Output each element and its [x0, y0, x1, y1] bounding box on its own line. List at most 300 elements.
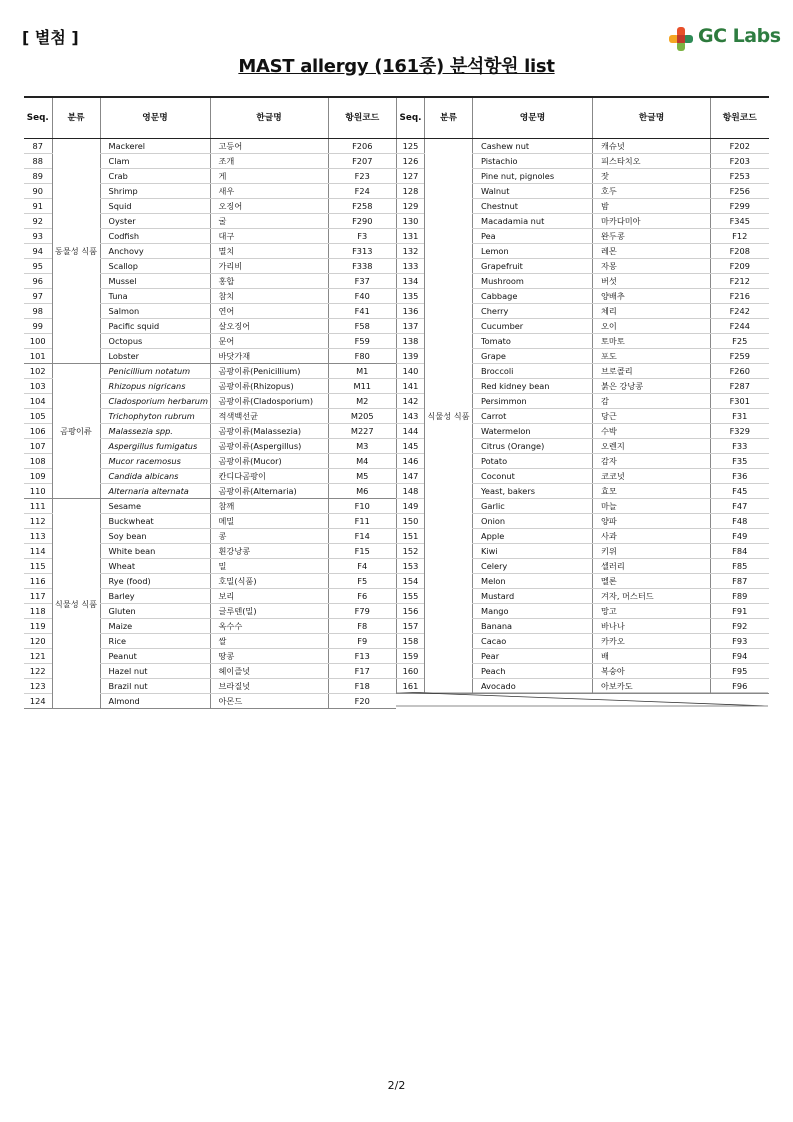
- seq-cell: 155: [397, 589, 425, 604]
- korean-name-cell: 흰강낭콩: [210, 544, 328, 559]
- english-name-cell: Coconut: [473, 469, 593, 484]
- korean-name-cell: 사과: [593, 529, 711, 544]
- col-header-english: 영문명: [100, 97, 210, 139]
- allergen-code-cell: F25: [711, 334, 769, 349]
- english-name-cell: Salmon: [100, 304, 210, 319]
- allergen-code-cell: F242: [711, 304, 769, 319]
- allergen-code-cell: F80: [328, 349, 396, 364]
- table-row: [24, 499, 396, 514]
- english-name-cell: Yeast, bakers: [473, 484, 593, 499]
- english-name-cell: Barley: [100, 589, 210, 604]
- english-name-cell: Gluten: [100, 604, 210, 619]
- english-name-cell: Apple: [473, 529, 593, 544]
- seq-cell: 116: [24, 574, 52, 589]
- korean-name-cell: 밀: [210, 559, 328, 574]
- korean-name-cell: 곰팡이류(Rhizopus): [210, 379, 328, 394]
- table-row: [397, 139, 769, 154]
- english-name-cell: Macadamia nut: [473, 214, 593, 229]
- allergen-code-cell: F41: [328, 304, 396, 319]
- seq-cell: 133: [397, 259, 425, 274]
- seq-cell: 141: [397, 379, 425, 394]
- english-name-cell: Squid: [100, 199, 210, 214]
- english-name-cell: Pacific squid: [100, 319, 210, 334]
- allergen-code-cell: F87: [711, 574, 769, 589]
- english-name-cell: Walnut: [473, 184, 593, 199]
- korean-name-cell: 레몬: [593, 244, 711, 259]
- korean-name-cell: 칸디다곰팡이: [210, 469, 328, 484]
- col-header-code: 항원코드: [328, 97, 396, 139]
- seq-cell: 142: [397, 394, 425, 409]
- english-name-cell: Scallop: [100, 259, 210, 274]
- allergen-code-cell: F93: [711, 634, 769, 649]
- allergen-code-cell: M5: [328, 469, 396, 484]
- seq-cell: 119: [24, 619, 52, 634]
- allergen-code-cell: F84: [711, 544, 769, 559]
- english-name-cell: Mango: [473, 604, 593, 619]
- seq-cell: 92: [24, 214, 52, 229]
- korean-name-cell: 가리비: [210, 259, 328, 274]
- allergen-code-cell: F95: [711, 664, 769, 679]
- english-name-cell: Candida albicans: [100, 469, 210, 484]
- seq-cell: 114: [24, 544, 52, 559]
- english-name-cell: Codfish: [100, 229, 210, 244]
- korean-name-cell: 효모: [593, 484, 711, 499]
- english-name-cell: Broccoli: [473, 364, 593, 379]
- english-name-cell: Cladosporium herbarum: [100, 394, 210, 409]
- allergen-code-cell: F18: [328, 679, 396, 694]
- allergen-table-right: [396, 96, 769, 694]
- allergen-code-cell: F17: [328, 664, 396, 679]
- english-name-cell: Pine nut, pignoles: [473, 169, 593, 184]
- korean-name-cell: 피스타치오: [593, 154, 711, 169]
- allergen-code-cell: F260: [711, 364, 769, 379]
- korean-name-cell: 붉은 강낭콩: [593, 379, 711, 394]
- english-name-cell: Watermelon: [473, 424, 593, 439]
- allergen-code-cell: M3: [328, 439, 396, 454]
- page-number: 2/2: [387, 1079, 406, 1092]
- korean-name-cell: 굴: [210, 214, 328, 229]
- col-header-english: 영문명: [473, 97, 593, 139]
- allergen-code-cell: M4: [328, 454, 396, 469]
- seq-cell: 99: [24, 319, 52, 334]
- allergen-code-cell: F345: [711, 214, 769, 229]
- seq-cell: 121: [24, 649, 52, 664]
- seq-cell: 152: [397, 544, 425, 559]
- korean-name-cell: 멜론: [593, 574, 711, 589]
- english-name-cell: Cacao: [473, 634, 593, 649]
- english-name-cell: Onion: [473, 514, 593, 529]
- allergen-code-cell: F11: [328, 514, 396, 529]
- english-name-cell: Kiwi: [473, 544, 593, 559]
- seq-cell: 128: [397, 184, 425, 199]
- korean-name-cell: 참치: [210, 289, 328, 304]
- english-name-cell: Carrot: [473, 409, 593, 424]
- allergen-code-cell: F12: [711, 229, 769, 244]
- korean-name-cell: 호밀(식품): [210, 574, 328, 589]
- korean-name-cell: 밤: [593, 199, 711, 214]
- english-name-cell: Anchovy: [100, 244, 210, 259]
- english-name-cell: Avocado: [473, 679, 593, 694]
- korean-name-cell: 감자: [593, 454, 711, 469]
- english-name-cell: Celery: [473, 559, 593, 574]
- allergen-code-cell: F85: [711, 559, 769, 574]
- allergen-code-cell: F58: [328, 319, 396, 334]
- english-name-cell: Banana: [473, 619, 593, 634]
- allergen-code-cell: F14: [328, 529, 396, 544]
- allergen-code-cell: F287: [711, 379, 769, 394]
- seq-cell: 117: [24, 589, 52, 604]
- korean-name-cell: 카카오: [593, 634, 711, 649]
- seq-cell: 153: [397, 559, 425, 574]
- col-header-category: 분류: [425, 97, 473, 139]
- korean-name-cell: 홍합: [210, 274, 328, 289]
- korean-name-cell: 토마토: [593, 334, 711, 349]
- seq-cell: 115: [24, 559, 52, 574]
- allergen-code-cell: F13: [328, 649, 396, 664]
- english-name-cell: Grapefruit: [473, 259, 593, 274]
- korean-name-cell: 고등어: [210, 139, 328, 154]
- seq-cell: 138: [397, 334, 425, 349]
- seq-cell: 135: [397, 289, 425, 304]
- korean-name-cell: 곰팡이류(Cladosporium): [210, 394, 328, 409]
- korean-name-cell: 바닷가재: [210, 349, 328, 364]
- allergen-code-cell: F96: [711, 679, 769, 694]
- korean-name-cell: 수박: [593, 424, 711, 439]
- seq-cell: 91: [24, 199, 52, 214]
- seq-cell: 113: [24, 529, 52, 544]
- seq-cell: 90: [24, 184, 52, 199]
- korean-name-cell: 곰팡이류(Malassezia): [210, 424, 328, 439]
- seq-cell: 149: [397, 499, 425, 514]
- allergen-code-cell: F45: [711, 484, 769, 499]
- english-name-cell: Trichophyton rubrum: [100, 409, 210, 424]
- korean-name-cell: 조개: [210, 154, 328, 169]
- allergen-code-cell: F209: [711, 259, 769, 274]
- korean-name-cell: 옥수수: [210, 619, 328, 634]
- allergen-code-cell: F40: [328, 289, 396, 304]
- english-name-cell: Oyster: [100, 214, 210, 229]
- english-name-cell: Tomato: [473, 334, 593, 349]
- seq-cell: 150: [397, 514, 425, 529]
- allergen-code-cell: F23: [328, 169, 396, 184]
- korean-name-cell: 코코넛: [593, 469, 711, 484]
- korean-name-cell: 멸치: [210, 244, 328, 259]
- english-name-cell: Chestnut: [473, 199, 593, 214]
- english-name-cell: Grape: [473, 349, 593, 364]
- allergen-code-cell: F89: [711, 589, 769, 604]
- seq-cell: 156: [397, 604, 425, 619]
- seq-cell: 157: [397, 619, 425, 634]
- seq-cell: 97: [24, 289, 52, 304]
- col-header-seq: Seq.: [24, 97, 52, 139]
- korean-name-cell: 문어: [210, 334, 328, 349]
- allergen-code-cell: F35: [711, 454, 769, 469]
- allergen-code-cell: F253: [711, 169, 769, 184]
- korean-name-cell: 양파: [593, 514, 711, 529]
- allergen-code-cell: F259: [711, 349, 769, 364]
- seq-cell: 130: [397, 214, 425, 229]
- korean-name-cell: 쌀: [210, 634, 328, 649]
- seq-cell: 154: [397, 574, 425, 589]
- english-name-cell: Crab: [100, 169, 210, 184]
- category-cell: 식물성 식품: [52, 499, 100, 709]
- korean-name-cell: 체리: [593, 304, 711, 319]
- english-name-cell: Mussel: [100, 274, 210, 289]
- allergen-code-cell: F203: [711, 154, 769, 169]
- allergen-code-cell: M11: [328, 379, 396, 394]
- korean-name-cell: 헤이즐넛: [210, 664, 328, 679]
- seq-cell: 131: [397, 229, 425, 244]
- seq-cell: 147: [397, 469, 425, 484]
- empty-cell-diagonal: [396, 692, 768, 710]
- korean-name-cell: 마카다미아: [593, 214, 711, 229]
- seq-cell: 159: [397, 649, 425, 664]
- seq-cell: 95: [24, 259, 52, 274]
- english-name-cell: White bean: [100, 544, 210, 559]
- english-name-cell: Hazel nut: [100, 664, 210, 679]
- seq-cell: 112: [24, 514, 52, 529]
- korean-name-cell: 곰팡이류(Alternaria): [210, 484, 328, 499]
- korean-name-cell: 연어: [210, 304, 328, 319]
- seq-cell: 143: [397, 409, 425, 424]
- korean-name-cell: 캐슈넛: [593, 139, 711, 154]
- seq-cell: 122: [24, 664, 52, 679]
- allergen-code-cell: F258: [328, 199, 396, 214]
- korean-name-cell: 잣: [593, 169, 711, 184]
- allergen-code-cell: F36: [711, 469, 769, 484]
- col-header-korean: 한글명: [210, 97, 328, 139]
- seq-cell: 107: [24, 439, 52, 454]
- english-name-cell: Rhizopus nigricans: [100, 379, 210, 394]
- korean-name-cell: 콩: [210, 529, 328, 544]
- korean-name-cell: 메밀: [210, 514, 328, 529]
- korean-name-cell: 브라질넛: [210, 679, 328, 694]
- seq-cell: 88: [24, 154, 52, 169]
- english-name-cell: Melon: [473, 574, 593, 589]
- allergen-code-cell: M2: [328, 394, 396, 409]
- allergen-code-cell: F244: [711, 319, 769, 334]
- seq-cell: 148: [397, 484, 425, 499]
- english-name-cell: Maize: [100, 619, 210, 634]
- english-name-cell: Octopus: [100, 334, 210, 349]
- english-name-cell: Pear: [473, 649, 593, 664]
- col-header-korean: 한글명: [593, 97, 711, 139]
- english-name-cell: Rice: [100, 634, 210, 649]
- english-name-cell: Tuna: [100, 289, 210, 304]
- allergen-code-cell: F202: [711, 139, 769, 154]
- korean-name-cell: 망고: [593, 604, 711, 619]
- allergen-code-cell: F37: [328, 274, 396, 289]
- allergen-code-cell: F94: [711, 649, 769, 664]
- allergen-code-cell: F3: [328, 229, 396, 244]
- document-title: MAST allergy (161종) 분석항원 list: [238, 56, 555, 77]
- english-name-cell: Mackerel: [100, 139, 210, 154]
- english-name-cell: Red kidney bean: [473, 379, 593, 394]
- allergen-code-cell: F256: [711, 184, 769, 199]
- category-cell: 곰팡이류: [52, 364, 100, 499]
- korean-name-cell: 포도: [593, 349, 711, 364]
- korean-name-cell: 오징어: [210, 199, 328, 214]
- korean-name-cell: 바나나: [593, 619, 711, 634]
- allergen-code-cell: F10: [328, 499, 396, 514]
- korean-name-cell: 버섯: [593, 274, 711, 289]
- seq-cell: 132: [397, 244, 425, 259]
- allergen-code-cell: F216: [711, 289, 769, 304]
- allergen-code-cell: F338: [328, 259, 396, 274]
- allergen-code-cell: F207: [328, 154, 396, 169]
- english-name-cell: Pea: [473, 229, 593, 244]
- english-name-cell: Citrus (Orange): [473, 439, 593, 454]
- seq-cell: 120: [24, 634, 52, 649]
- english-name-cell: Cherry: [473, 304, 593, 319]
- allergen-code-cell: F47: [711, 499, 769, 514]
- korean-name-cell: 배: [593, 649, 711, 664]
- seq-cell: 110: [24, 484, 52, 499]
- english-name-cell: Cabbage: [473, 289, 593, 304]
- seq-cell: 101: [24, 349, 52, 364]
- seq-cell: 109: [24, 469, 52, 484]
- allergen-code-cell: F299: [711, 199, 769, 214]
- seq-cell: 158: [397, 634, 425, 649]
- korean-name-cell: 호두: [593, 184, 711, 199]
- english-name-cell: Peanut: [100, 649, 210, 664]
- logo-text: GC Labs: [698, 25, 781, 47]
- english-name-cell: Sesame: [100, 499, 210, 514]
- seq-cell: 151: [397, 529, 425, 544]
- english-name-cell: Peach: [473, 664, 593, 679]
- allergen-code-cell: F206: [328, 139, 396, 154]
- english-name-cell: Mustard: [473, 589, 593, 604]
- korean-name-cell: 곰팡이류(Penicillium): [210, 364, 328, 379]
- allergen-code-cell: F24: [328, 184, 396, 199]
- seq-cell: 102: [24, 364, 52, 379]
- category-cell: 동물성 식품: [52, 139, 100, 364]
- col-header-code: 항원코드: [711, 97, 769, 139]
- seq-cell: 87: [24, 139, 52, 154]
- allergen-code-cell: F329: [711, 424, 769, 439]
- seq-cell: 105: [24, 409, 52, 424]
- seq-cell: 140: [397, 364, 425, 379]
- allergen-code-cell: F92: [711, 619, 769, 634]
- korean-name-cell: 완두콩: [593, 229, 711, 244]
- english-name-cell: Potato: [473, 454, 593, 469]
- english-name-cell: Cashew nut: [473, 139, 593, 154]
- korean-name-cell: 키위: [593, 544, 711, 559]
- english-name-cell: Lemon: [473, 244, 593, 259]
- allergen-code-cell: M205: [328, 409, 396, 424]
- seq-cell: 137: [397, 319, 425, 334]
- allergen-code-cell: F8: [328, 619, 396, 634]
- allergen-code-cell: F301: [711, 394, 769, 409]
- english-name-cell: Soy bean: [100, 529, 210, 544]
- korean-name-cell: 아몬드: [210, 694, 328, 709]
- korean-name-cell: 땅콩: [210, 649, 328, 664]
- seq-cell: 103: [24, 379, 52, 394]
- allergen-table: [24, 96, 768, 713]
- seq-cell: 118: [24, 604, 52, 619]
- korean-name-cell: 아보카도: [593, 679, 711, 694]
- korean-name-cell: 곰팡이류(Mucor): [210, 454, 328, 469]
- korean-name-cell: 복숭아: [593, 664, 711, 679]
- korean-name-cell: 오이: [593, 319, 711, 334]
- col-header-seq: Seq.: [397, 97, 425, 139]
- allergen-code-cell: F31: [711, 409, 769, 424]
- allergen-code-cell: F91: [711, 604, 769, 619]
- seq-cell: 126: [397, 154, 425, 169]
- allergen-code-cell: F290: [328, 214, 396, 229]
- seq-cell: 160: [397, 664, 425, 679]
- korean-name-cell: 셀러리: [593, 559, 711, 574]
- table-row: [24, 364, 396, 379]
- table-row: [24, 139, 396, 154]
- seq-cell: 98: [24, 304, 52, 319]
- korean-name-cell: 겨자, 머스터드: [593, 589, 711, 604]
- korean-name-cell: 참깨: [210, 499, 328, 514]
- seq-cell: 96: [24, 274, 52, 289]
- english-name-cell: Aspergillus fumigatus: [100, 439, 210, 454]
- seq-cell: 93: [24, 229, 52, 244]
- allergen-code-cell: F79: [328, 604, 396, 619]
- allergen-code-cell: F208: [711, 244, 769, 259]
- english-name-cell: Persimmon: [473, 394, 593, 409]
- seq-cell: 146: [397, 454, 425, 469]
- allergen-code-cell: F6: [328, 589, 396, 604]
- english-name-cell: Brazil nut: [100, 679, 210, 694]
- korean-name-cell: 브로콜리: [593, 364, 711, 379]
- seq-cell: 108: [24, 454, 52, 469]
- english-name-cell: Lobster: [100, 349, 210, 364]
- allergen-code-cell: F59: [328, 334, 396, 349]
- allergen-code-cell: F20: [328, 694, 396, 709]
- korean-name-cell: 양배추: [593, 289, 711, 304]
- gc-cross-icon: [668, 26, 694, 52]
- english-name-cell: Malassezia spp.: [100, 424, 210, 439]
- korean-name-cell: 당근: [593, 409, 711, 424]
- allergen-code-cell: F15: [328, 544, 396, 559]
- allergen-code-cell: F5: [328, 574, 396, 589]
- allergen-code-cell: M1: [328, 364, 396, 379]
- seq-cell: 124: [24, 694, 52, 709]
- korean-name-cell: 살오징어: [210, 319, 328, 334]
- seq-cell: 145: [397, 439, 425, 454]
- english-name-cell: Garlic: [473, 499, 593, 514]
- allergen-code-cell: F4: [328, 559, 396, 574]
- korean-name-cell: 적색백선균: [210, 409, 328, 424]
- korean-name-cell: 오렌지: [593, 439, 711, 454]
- korean-name-cell: 자몽: [593, 259, 711, 274]
- seq-cell: 111: [24, 499, 52, 514]
- seq-cell: 139: [397, 349, 425, 364]
- english-name-cell: Buckwheat: [100, 514, 210, 529]
- allergen-code-cell: F33: [711, 439, 769, 454]
- english-name-cell: Pistachio: [473, 154, 593, 169]
- korean-name-cell: 감: [593, 394, 711, 409]
- english-name-cell: Mushroom: [473, 274, 593, 289]
- english-name-cell: Rye (food): [100, 574, 210, 589]
- seq-cell: 134: [397, 274, 425, 289]
- attachment-label: [ 별첨 ]: [22, 28, 79, 47]
- korean-name-cell: 보리: [210, 589, 328, 604]
- korean-name-cell: 게: [210, 169, 328, 184]
- english-name-cell: Almond: [100, 694, 210, 709]
- gc-labs-logo: [668, 24, 781, 52]
- seq-cell: 123: [24, 679, 52, 694]
- seq-cell: 89: [24, 169, 52, 184]
- english-name-cell: Shrimp: [100, 184, 210, 199]
- seq-cell: 129: [397, 199, 425, 214]
- english-name-cell: Mucor racemosus: [100, 454, 210, 469]
- seq-cell: 100: [24, 334, 52, 349]
